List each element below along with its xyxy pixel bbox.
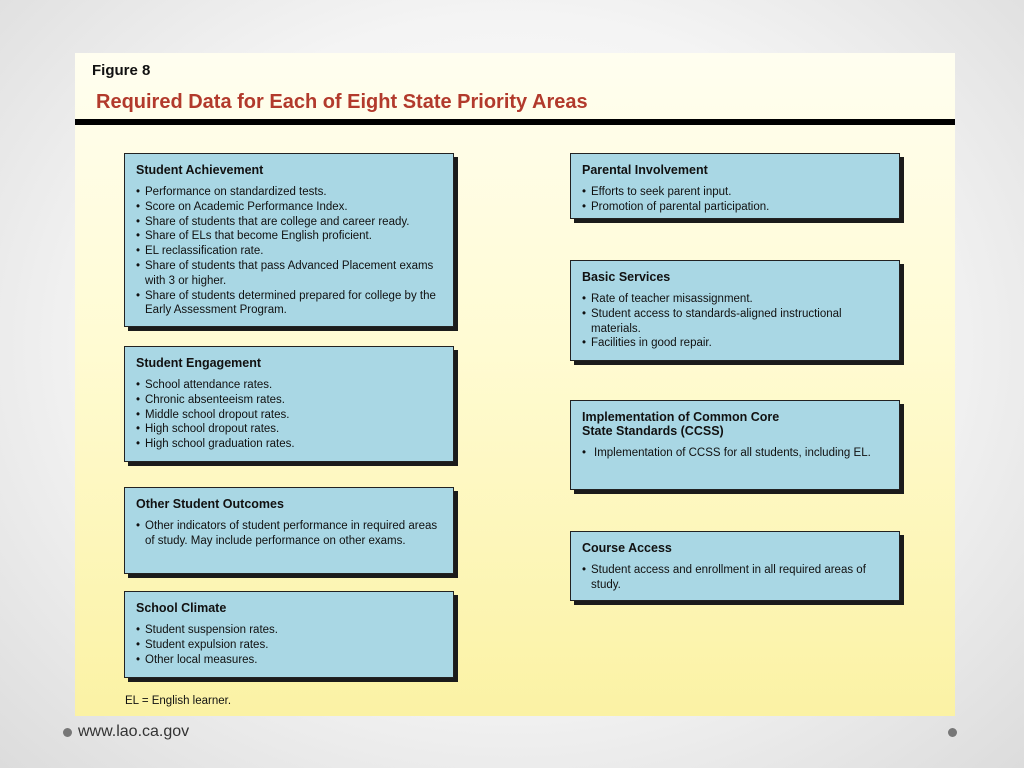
box-school-climate [124, 591, 454, 678]
list-item: • EL reclassification rate. [136, 244, 443, 259]
list-item: • Student suspension rates. [136, 623, 443, 638]
list-item: • Share of students that pass Advanced Placement exams with 3 or higher. [136, 259, 443, 289]
figure-title: Required Data for Each of Eight State Priority Areas [96, 91, 588, 113]
list-item: • Other indicators of student performance in required areas of study. May include performance on other exams. [136, 519, 443, 549]
list-item: • Efforts to seek parent input. [582, 185, 889, 200]
box-student-engagement [124, 346, 454, 462]
box-title: Other Student Outcomes [136, 497, 284, 511]
figure-panel [75, 53, 955, 716]
website-url: www.lao.ca.gov [78, 723, 190, 740]
box-course-access [570, 531, 900, 601]
box-title: Basic Services [582, 270, 671, 284]
box-title: School Climate [136, 601, 227, 615]
box-title-line: Implementation of Common Core [582, 410, 780, 424]
list-item: • Share of ELs that become English proficient. [136, 229, 443, 244]
list-item: • High school dropout rates. [136, 422, 443, 437]
list-item: • Other local measures. [136, 653, 443, 668]
list-item: • High school graduation rates. [136, 437, 443, 452]
title-divider [75, 119, 955, 125]
box-title: Student Engagement [136, 356, 262, 370]
box-basic-services [570, 260, 900, 361]
list-item: • Implementation of CCSS for all students, including EL. [582, 446, 889, 461]
list-item: • Student expulsion rates. [136, 638, 443, 653]
box-title: Student Achievement [136, 163, 264, 177]
list-item: • Chronic absenteeism rates. [136, 393, 443, 408]
figure-label: Figure 8 [92, 62, 151, 79]
box-title-line: State Standards (CCSS) [582, 424, 724, 438]
bullet-dot-icon [63, 728, 72, 737]
list-item: • Score on Academic Performance Index. [136, 200, 443, 215]
footnote: EL = English learner. [125, 695, 232, 707]
box-student-achievement [124, 153, 454, 327]
list-item: • Promotion of parental participation. [582, 200, 889, 215]
list-item: • Student access to standards-aligned instructional materials. [582, 307, 889, 337]
list-item: • Share of students that are college and career ready. [136, 215, 443, 230]
list-item: • Rate of teacher misassignment. [582, 292, 889, 307]
list-item: • Performance on standardized tests. [136, 185, 443, 200]
list-item: • Facilities in good repair. [582, 336, 889, 351]
box-title [582, 410, 889, 438]
list-item: • Share of students determined prepared for college by the Early Assessment Program. [136, 289, 443, 319]
box-parental-involvement [570, 153, 900, 219]
list-item: • School attendance rates. [136, 378, 443, 393]
bullet-dot-icon [948, 728, 957, 737]
box-other-student-outcomes [124, 487, 454, 574]
list-item: • Student access and enrollment in all required areas of study. [582, 563, 889, 593]
box-title: Course Access [582, 541, 672, 555]
box-common-core [570, 400, 900, 490]
list-item: • Middle school dropout rates. [136, 408, 443, 423]
box-title: Parental Involvement [582, 163, 708, 177]
